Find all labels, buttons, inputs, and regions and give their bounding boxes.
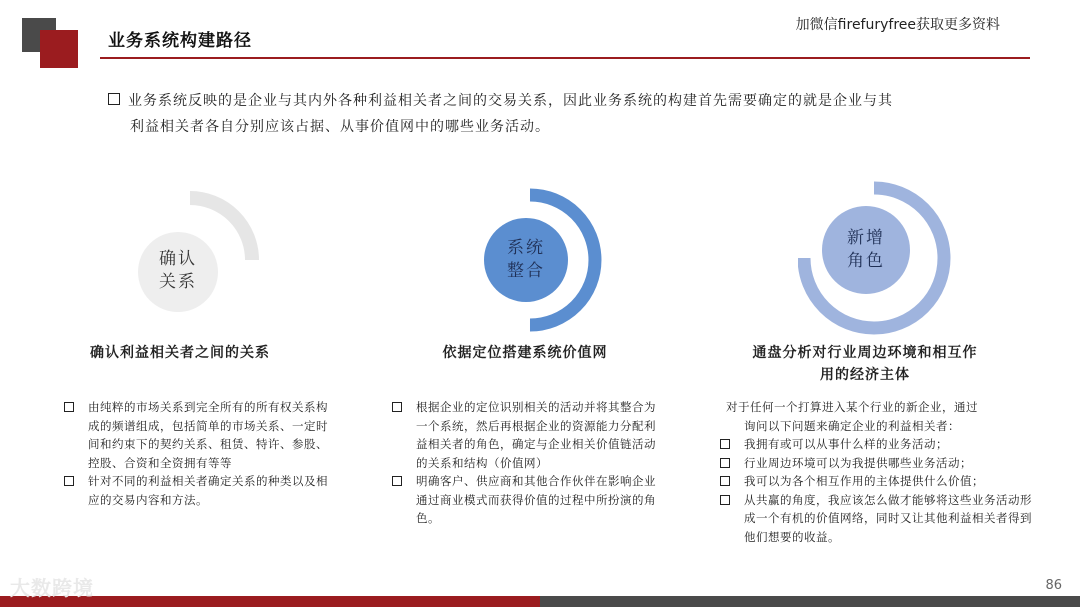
checkbox-bullet-icon — [720, 458, 730, 468]
checkbox-bullet-icon — [64, 402, 74, 412]
list-item-text: 行业周边环境可以为我提供哪些业务活动； — [744, 455, 972, 470]
list-item — [718, 454, 1038, 473]
list-item — [718, 472, 1038, 491]
checkbox-bullet-icon — [392, 402, 402, 412]
intro-line-2: 利益相关者各自分别应该占据、从事价值网中的哪些业务活动。 — [130, 119, 550, 135]
confirm-relation-graphic — [120, 190, 260, 330]
checkbox-bullet-icon — [720, 439, 730, 449]
circle-text-line: 系统 — [507, 238, 545, 258]
list-item-text: 根据企业的定位识别相关的活动并将其整合为一个系统，然后再根据企业的资源能力分配利益相关者的角色，确定与企业相关价值链活动的关系和结构（价值网） — [416, 400, 656, 470]
checkbox-bullet-icon — [108, 93, 120, 105]
title-divider — [100, 57, 1030, 59]
list-item — [390, 398, 660, 472]
intro-paragraph — [108, 88, 998, 140]
new-role-graphic — [798, 180, 958, 340]
footer-watermark-logo: 大数跨境 — [10, 576, 94, 600]
bullet-list-new-role — [718, 398, 1038, 546]
page-title: 业务系统构建路径 — [108, 31, 252, 51]
circle-text-line: 关系 — [159, 272, 197, 292]
list-item — [62, 398, 332, 472]
list-item — [390, 472, 660, 528]
circle-text-line: 确认 — [159, 249, 197, 269]
list-item-text: 明确客户、供应商和其他合作伙伴在影响企业通过商业模式而获得价值的过程中所扮演的角色。 — [416, 474, 656, 525]
checkbox-bullet-icon — [720, 476, 730, 486]
list-item-text: 我可以为各个相互作用的主体提供什么价值； — [744, 474, 984, 488]
checkbox-bullet-icon — [392, 476, 402, 486]
list-item — [62, 472, 332, 509]
checkbox-bullet-icon — [720, 495, 730, 505]
list-item — [718, 435, 1038, 454]
logo-square-red — [40, 30, 78, 68]
list-item-text: 针对不同的利益相关者确定关系的种类以及相应的交易内容和方法。 — [88, 474, 328, 507]
circle-text-line: 新增 — [847, 228, 885, 248]
heading-line: 用的经济主体 — [820, 367, 910, 383]
column-heading-integrate: 依据定位搭建系统价值网 — [442, 345, 608, 361]
list-item-text: 我拥有或可以从事什么样的业务活动； — [744, 437, 948, 451]
intro-line-1: 业务系统反映的是企业与其内外各种利益相关者之间的交易关系，因此业务系统的构建首先需要确定的就是企业与其 — [128, 93, 893, 109]
list-item-text: 从共赢的角度，我应该怎么做才能够将这些业务活动形成一个有机的价值网络，同时又让其他利益相关者得到他们想要的收益。 — [744, 492, 1032, 544]
wechat-note: 加微信firefuryfree获取更多资料 — [795, 17, 1000, 33]
footer-bar-gray — [540, 596, 1080, 607]
checkbox-bullet-icon — [64, 476, 74, 486]
circle-label-new-role — [826, 227, 906, 273]
page-number: 86 — [1045, 578, 1062, 593]
circle-label-confirm — [138, 248, 218, 294]
circle-label-integrate — [486, 237, 566, 283]
lead-text: 对于任何一个打算进入某个行业的新企业，通过 — [726, 400, 978, 414]
list-item — [718, 491, 1038, 547]
heading-line: 通盘分析对行业周边环境和相互作 — [752, 345, 978, 361]
circle-text-line: 整合 — [507, 261, 545, 281]
column-heading-confirm: 确认利益相关者之间的关系 — [90, 345, 270, 361]
bullet-list-integrate — [390, 398, 660, 528]
circle-text-line: 角色 — [847, 251, 885, 271]
list-item-text: 由纯粹的市场关系到完全所有的所有权关系构成的频谱组成，包括简单的市场关系、一定时间和约束下的契约关系、租赁、特许、参股、控股、合资和全资拥有等等 — [88, 400, 328, 470]
bullet-list-confirm — [62, 398, 332, 509]
system-integration-graphic — [460, 188, 610, 338]
lead-text: 询问以下问题来确定企业的利益相关者： — [744, 418, 960, 433]
column-heading-new-role — [730, 342, 1000, 386]
